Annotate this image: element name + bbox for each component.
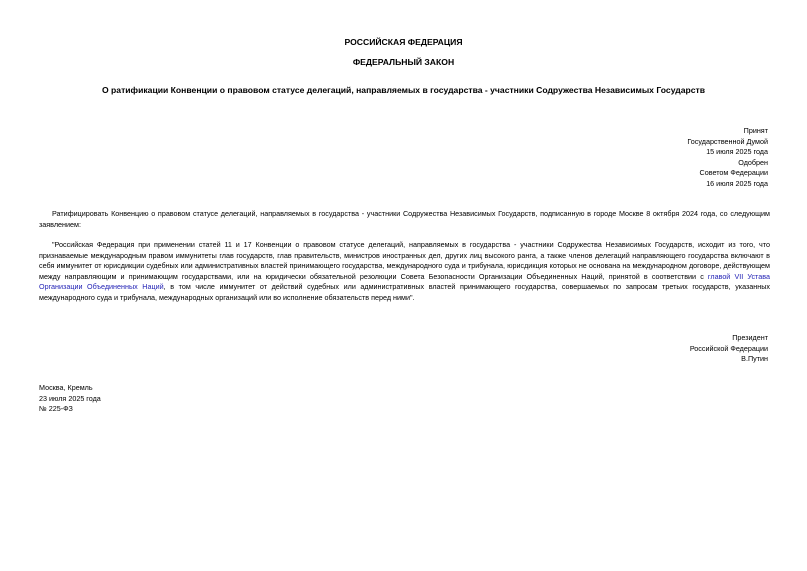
statement-paragraph	[39, 240, 770, 303]
un-charter-link[interactable]: главой VII Устава Организации Объединенных Наций	[39, 271, 770, 291]
date: 23 июля 2025 года	[39, 393, 101, 403]
doc-type-heading: ФЕДЕРАЛЬНЫЙ ЗАКОН	[352, 57, 455, 67]
signature-block	[690, 333, 768, 365]
statement-text: "Российская Федерация при применении статей 11 и 17 Конвенции о правовом статусе делегаций, направляемых в государства - участники Содружества Независимых Государств, исходит из того, что признаваемые международным правом иммунитеты глав государств, глав правительств, министров иностранных дел, других лиц высокого ранга, а также членов делегаций направляющего государства включают в себя иммунитет от юрисдикции судебных или административных властей принимающего государства, международного суда и трибунала, юрисдикция которых не основана на международном договоре, действующем между направляющим и принимающим государствами, или на юридически обязательной резолюции Совета Безопасности Организации Объединенных Наций, принятой в соответствии с	[39, 240, 770, 281]
signature-title: Президент	[732, 333, 768, 342]
law-title: О ратификации Конвенции о правовом статусе делегаций, направляемых в государства - участники Содружества Независимых Государств	[101, 85, 706, 95]
adoption-line: 15 июля 2025 года	[706, 147, 768, 156]
adoption-line: Государственной Думой	[687, 136, 768, 146]
adoption-line: Советом Федерации	[699, 168, 768, 177]
place: Москва, Кремль	[39, 383, 93, 392]
adoption-line: 16 июля 2025 года	[706, 178, 768, 188]
statement-text-end: , в том числе иммунитет от действий судебных или административных властей принимающего государства, совершаемых по запросам третьих государств, указанных международного суда и трибунала, международных организаций или во исполнение обязательств перед ними".	[39, 282, 771, 302]
place-date-block	[39, 383, 101, 415]
signature-title: Российской Федерации	[689, 343, 768, 353]
adoption-line: Одобрен	[738, 157, 768, 167]
law-number: № 225-ФЗ	[39, 404, 73, 413]
signature-name: В.Путин	[741, 354, 768, 363]
ratification-paragraph: Ратифицировать Конвенцию о правовом статусе делегаций, направляемых в государства - участники Содружества Независимых Государств, подписанную в городе Москве 8 октября 2024 года, со следующим заявлением:	[39, 209, 770, 229]
adoption-line: Принят	[743, 126, 768, 135]
country-heading: РОССИЙСКАЯ ФЕДЕРАЦИЯ	[344, 37, 463, 47]
adoption-block	[687, 126, 768, 189]
